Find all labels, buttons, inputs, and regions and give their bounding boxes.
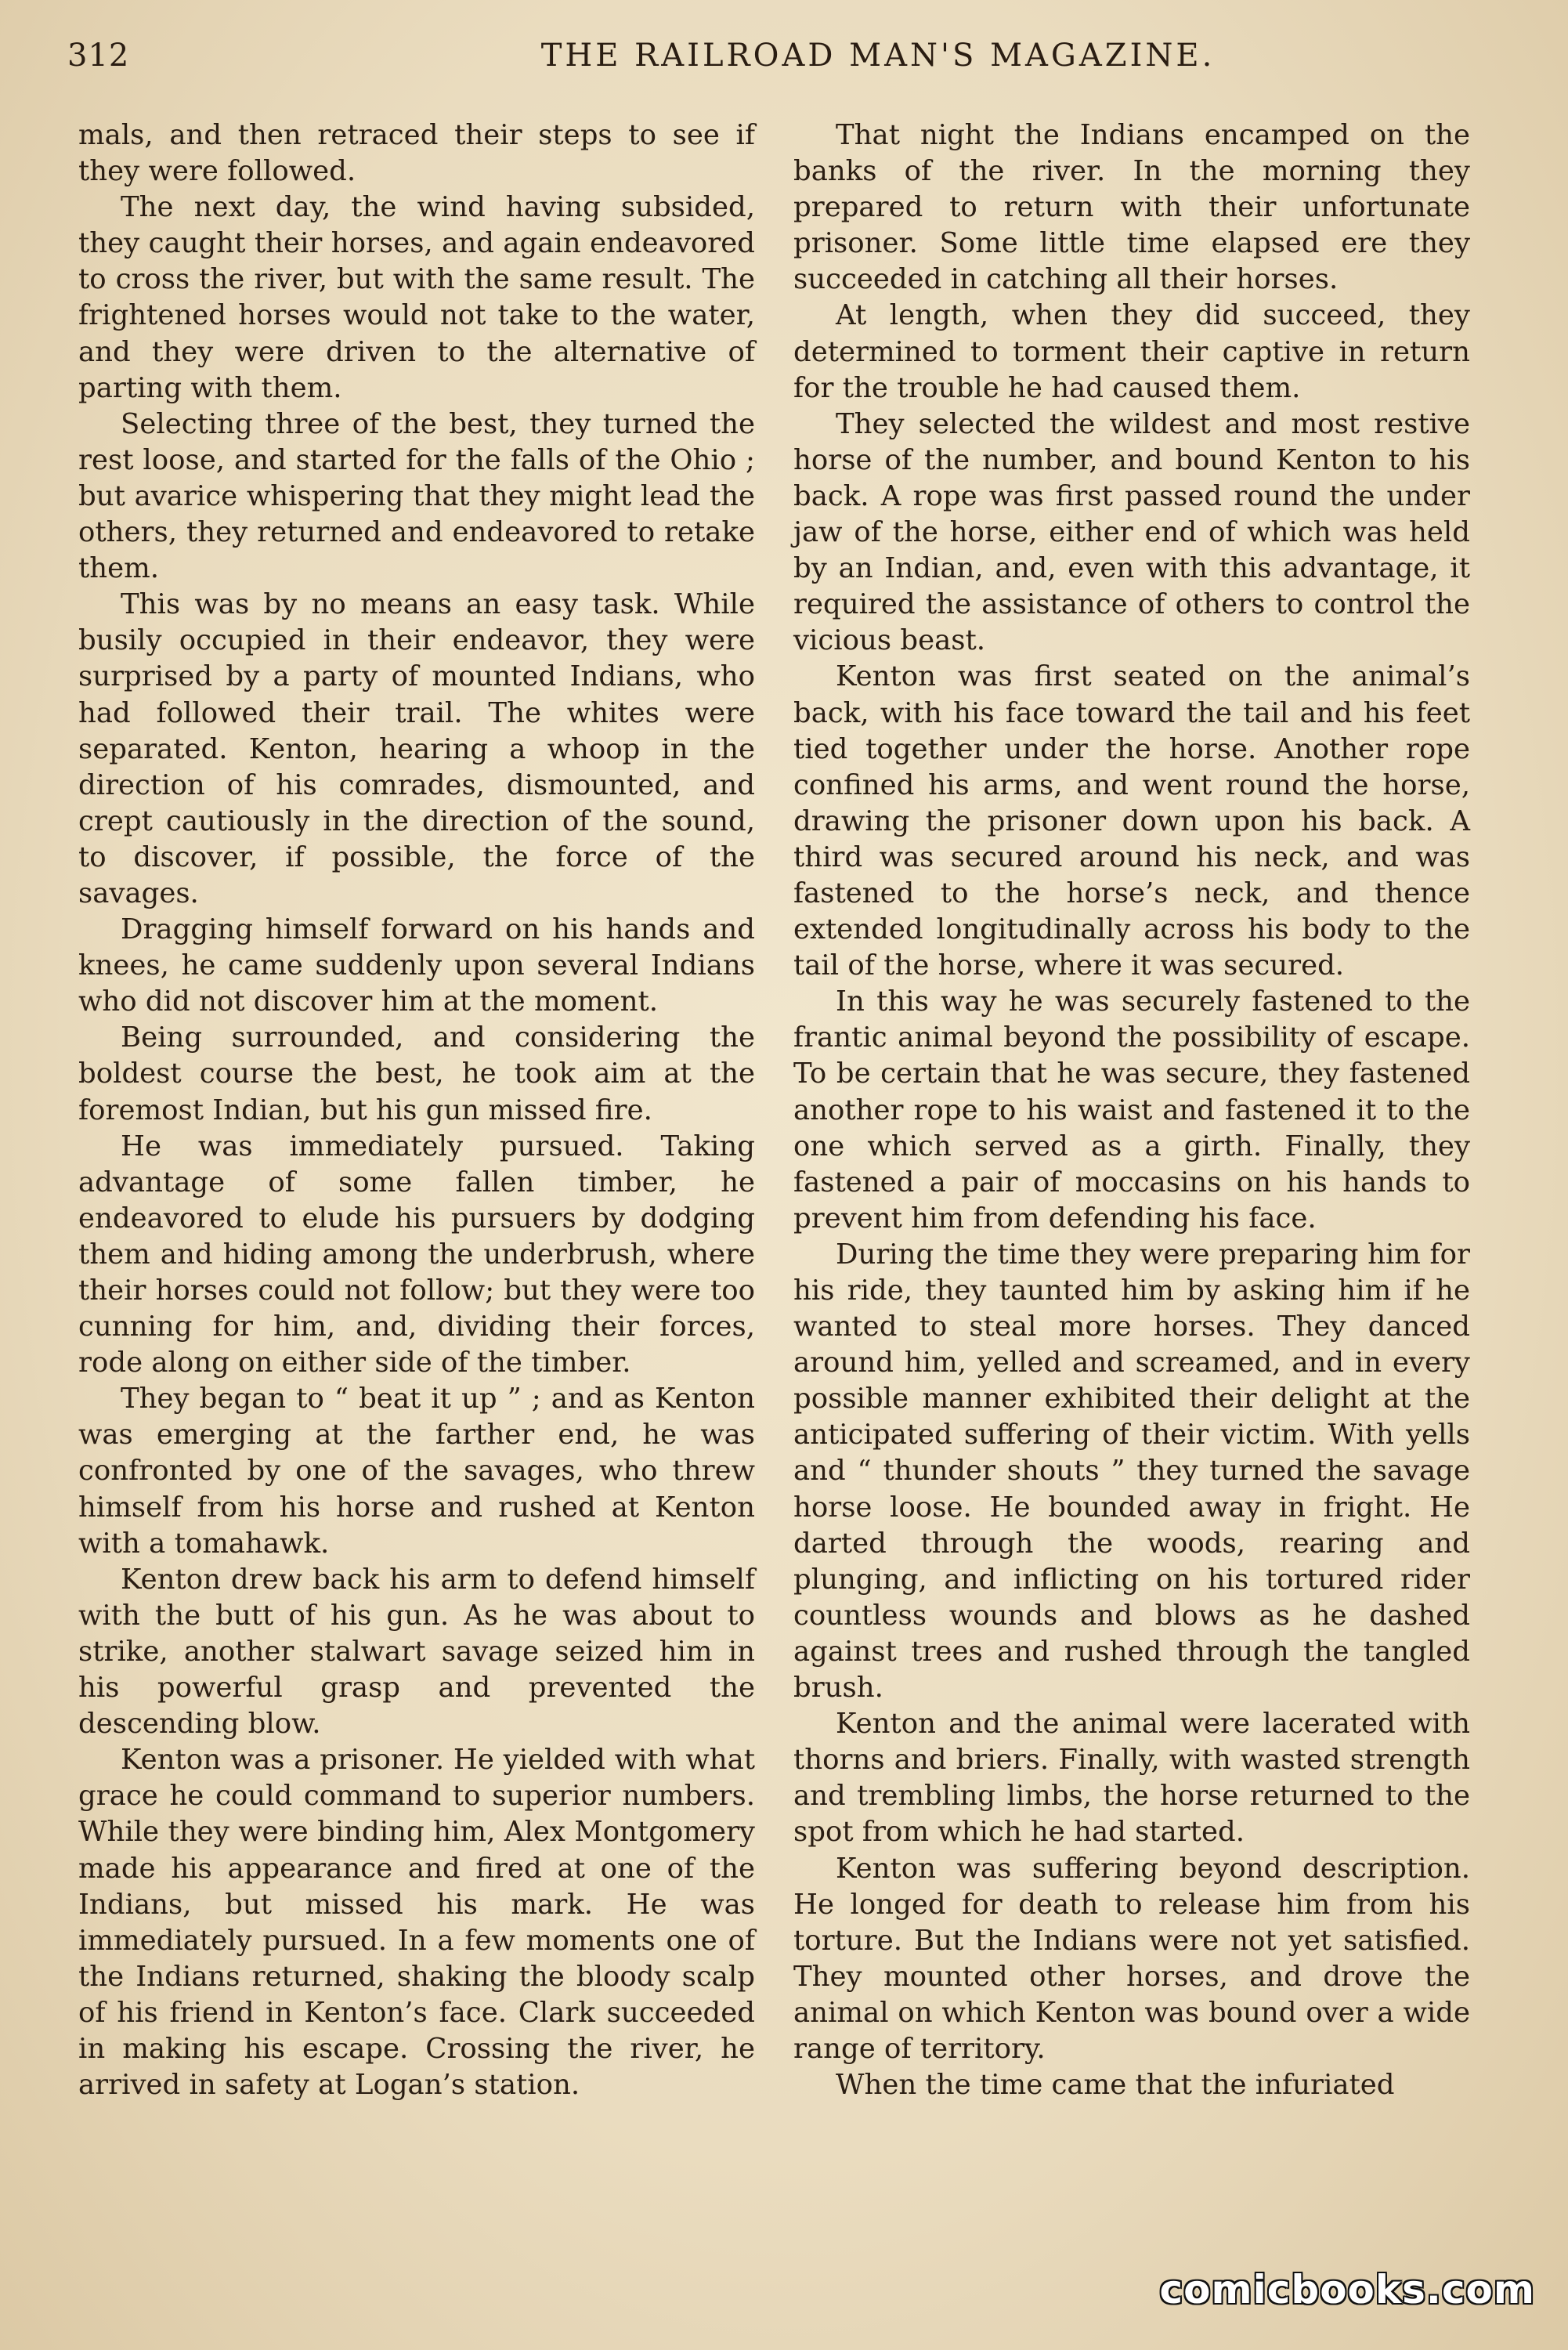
page-header (67, 38, 1501, 100)
paragraph: They began to “ beat it up ” ; and as Kenton was emerging at the farther end, he was confronted by one of the savages, who threw himself from his horse and rushed at Kenton with a tomahawk. (78, 1383, 755, 1560)
watermark: comicbooks.com (1159, 2267, 1535, 2312)
paragraph: mals, and then retraced their steps to see if they were followed. (78, 119, 755, 188)
paragraph: They selected the wildest and most restive horse of the number, and bound Kenton to his back. A rope was first passed round the under jaw of the horse, either end of which was held by an Indian, and, even with this advantage, it required the assistance of others to control the vicious beast. (793, 407, 1470, 657)
paragraph: Kenton and the animal were lacerated with thorns and briers. Finally, with wasted strength and trembling limbs, the horse returned to the spot from which he had started. (793, 1708, 1470, 1849)
paragraph: Kenton was first seated on the animal’s back, with his face toward the tail and his feet tied together under the horse. Another rope confined his arms, and went round the horse, drawing the prisoner down upon his back. A third was secured around his neck, and was fastened to the horse’s neck, and thence extended longitudinally across his body to the tail of the horse, where it was secured. (793, 660, 1470, 982)
paragraph: This was by no means an easy task. While busily occupied in their endeavor, they were surprised by a party of mounted Indians, who had followed their trail. The whites were separated. Kenton, hearing a whoop in the direction of his comrades, dismounted, and crept cautiously in the direction of the sound, to discover, if possible, the force of the savages. (78, 588, 755, 909)
paragraph: The next day, the wind having subsided, they caught their horses, and again endeavored to cross the river, but with the same result. The frightened horses would not take to the water, and they were driven to the alternative of parting with them. (78, 191, 755, 404)
paragraph: During the time they were preparing him for his ride, they taunted him by asking him if he wanted to steal more horses. They danced around him, yelled and screamed, and in every possible manner exhibited their delight at the anticipated suffering of their victim. With yells and “ thunder shouts ” they turned the savage horse loose. He bounded away in fright. He darted through the woods, rearing and plunging, and inflicting on his tortured rider countless wounds and blows as he dashed against trees and rushed through the tangled brush. (793, 1238, 1470, 1705)
paragraph: Kenton drew back his arm to defend himself with the butt of his gun. As he was about to strike, another stalwart savage seized him in his powerful grasp and prevented the descending blow. (78, 1563, 755, 1741)
right-column (793, 118, 1470, 2103)
paragraph: At length, when they did succeed, they determined to torment their captive in return for the trouble he had caused them. (793, 299, 1470, 404)
paragraph: Kenton was a prisoner. He yielded with what grace he could command to superior numbers. While they were binding him, Alex Montgomery made his appearance and fired at one of the Indians, but missed his mark. He was immediately pursued. In a few moments one of the Indians returned, shaking the bloody scalp of his friend in Kenton’s face. Clark succeeded in making his escape. Crossing the river, he arrived in safety at Logan’s station. (78, 1744, 755, 2102)
left-column (78, 118, 755, 2103)
paragraph: Dragging himself forward on his hands and knees, he came suddenly upon several Indians who did not discover him at the moment. (78, 913, 755, 1018)
paragraph: When the time came that the infuriated (836, 2069, 1395, 2102)
paragraph: Selecting three of the best, they turned the rest loose, and started for the falls of the Ohio ; but avarice whispering that they might lead the others, they returned and endeavored to retake them. (78, 407, 755, 585)
paragraph: Being surrounded, and considering the boldest course the best, he took aim at the foremost Indian, but his gun missed fire. (78, 1021, 755, 1126)
paragraph: That night the Indians encamped on the banks of the river. In the morning they prepared to return with their unfortunate prisoner. Some little time elapsed ere they succeeded in catching all their horses. (793, 119, 1470, 296)
paragraph: He was immediately pursued. Taking advantage of some fallen timber, he endeavored to elude his pursuers by dodging them and hiding among the underbrush, where their horses could not follow; but they were too cunning for him, and, dividing their forces, rode along on either side of the timber. (78, 1130, 755, 1379)
page-number: 312 (67, 38, 130, 74)
paragraph: Kenton was suffering beyond description. He longed for death to release him from his torture. But the Indians were not yet satisfied. They mounted other horses, and drove the animal on which Kenton was bound over a wide range of territory. (793, 1852, 1470, 2065)
paragraph: In this way he was securely fastened to the frantic animal beyond the possibility of escape. To be certain that he was secure, they fastened another rope to his waist and fastened it to the one which served as a girth. Finally, they fastened a pair of moccasins on his hands to prevent him from defending his face. (793, 985, 1470, 1235)
running-head: THE RAILROAD MAN'S MAGAZINE. (540, 38, 1216, 74)
